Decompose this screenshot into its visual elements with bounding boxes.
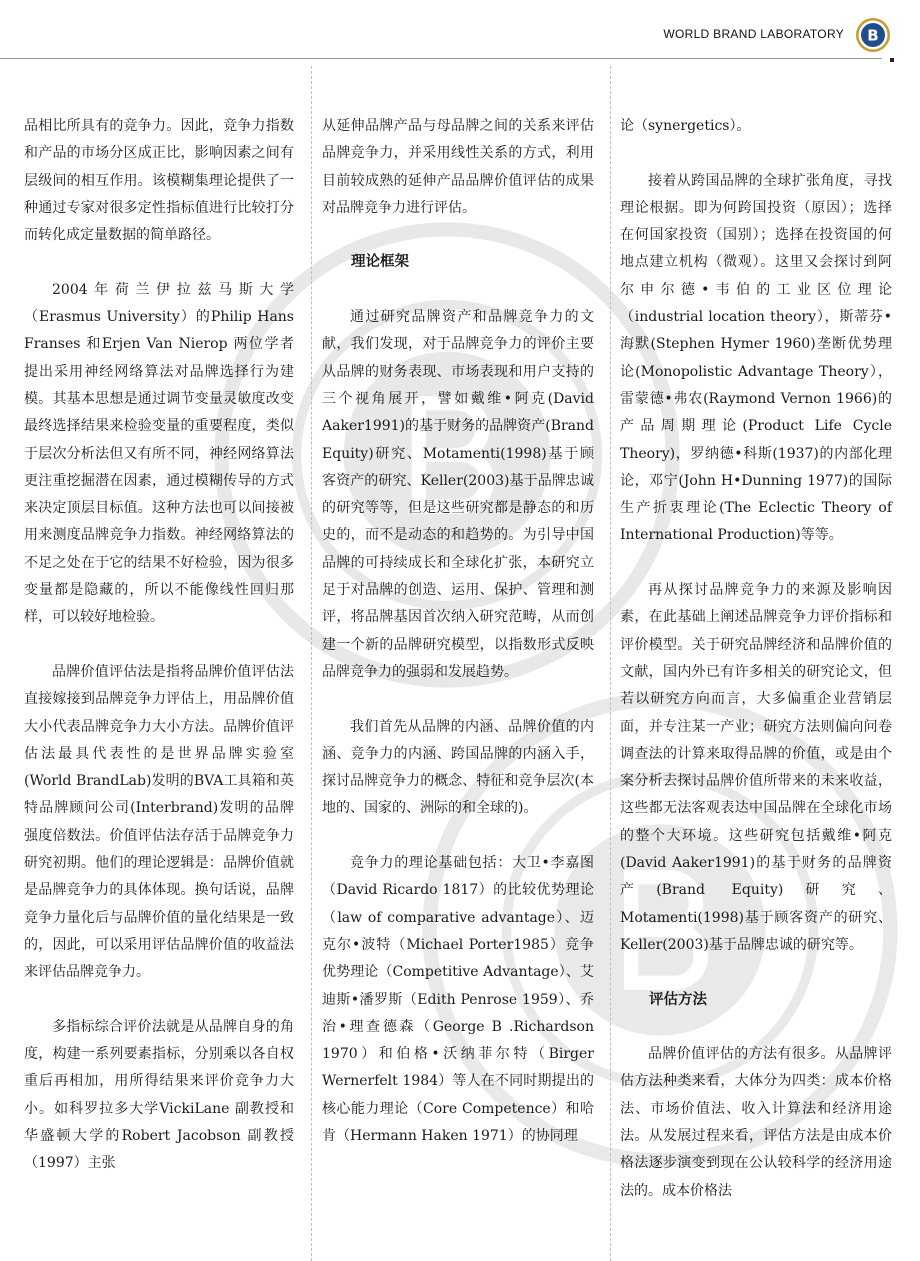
paragraph: 品牌价值评估法是指将品牌价值评估法直接嫁接到品牌竞争力评估上，用品牌价值大小代表品牌竞争力大小方法。品牌价值评估法最具代表性的是世界品牌实验室(World BrandLab)发明的BVA工具箱和英特品牌顾问公司(Interbrand)发明的品牌强度倍数法。价值评估法存活于品牌竞争力研究初期。他们的理论逻辑是：品牌价值就是品牌竞争力的具体体现。换句话说，品牌竞争力量化后与品牌价值的量化结果是一致的，因此，可以采用评估品牌价值的收益法来评估品牌竞争力。 [24,663,294,981]
paragraph: 2004年荷兰伊拉兹马斯大学（Erasmus University）的Philip Hans Franses 和Erjen Van Nierop 两位学者提出采用神经网络算法对品牌选择行为建模。其基本思想是通过调节变量灵敏度改变最终选择结果来检验变量的重要程度，类似于层次分析法但又有所不同，神经网络算法更注重挖掘潜在因素，通过模糊传导的方式来决定顶层目标值。这种方法也可以间接被用来测度品牌竞争力指数。神经网络算法的不足之处在于它的结果不好检验，因为很多变量都是隐藏的，所以不能像线性回归那样，可以较好地检验。 [24,281,294,626]
paragraph: 从延伸品牌产品与母品牌之间的关系来评估品牌竞争力，并采用线性关系的方式，利用目前较成熟的延伸产品品牌价值评估的成果对品牌竞争力进行评估。 [322,118,594,216]
logo-letter: B [867,26,879,45]
paragraph: 多指标综合评价法就是从品牌自身的角度，构建一系列要素指标，分别乘以各自权重后再相加，用所得结果来评价竞争力大小。如科罗拉多大学VickiLane 副教授和华盛顿大学的Robert Jacobson 副教授（1997）主张 [24,1018,294,1172]
page-header [0,0,920,62]
paragraph: 再从探讨品牌竞争力的来源及影响因素，在此基础上阐述品牌竞争力评价指标和评价模型。关于研究品牌经济和品牌价值的文献，国内外已有许多相关的研究论文，但若以研究方向而言，大多偏重企业营销层面，并专注某一产业；研究方法则偏向问卷调查法的计算来取得品牌的价值，或是由个案分析去探讨品牌价值所带来的未来收益，这些都无法客观表达中国品牌在全球化市场的整个大环境。这些研究包括戴维•阿克(David Aaker1991)的基于财务的品牌资产(Brand Equity)研究、Motamenti(1998)基于顾客资产的研究、Keller(2003)基于品牌忠诚的研究等。 [620,582,892,953]
section-heading: 评估方法 [649,991,707,1008]
text-column-3 [620,113,892,1205]
paragraph: 我们首先从品牌的内涵、品牌价值的内涵、竞争力的内涵、跨国品牌的内涵入手，探讨品牌竞争力的概念、特征和竞争层次(本地的、国家的、洲际的和全球的)。 [322,718,594,817]
text-column-2 [322,113,594,1150]
header-divider-end [890,58,894,62]
world-brand-lab-logo-icon [855,17,891,53]
paragraph: 竞争力的理论基础包括：大卫•李嘉图（David Ricardo 1817）的比较优势理论（law of comparative advantage）、迈克尔•波特（Michael Porter1985）竞争优势理论（Competitive Advantage）、艾迪斯•潘罗斯（Edith Penrose 1959）、乔治•理查德森（George B .Richardson 1970）和伯格•沃纳菲尔特（Birger Wernerfelt 1984）等人在不同时期提出的核心能力理论（Core Competence）和哈肯（Hermann Haken 1971）的协同理 [322,855,594,1144]
section-heading: 理论框架 [351,254,409,271]
paragraph: 论（synergetics）。 [620,118,751,134]
paragraph: 品牌价值评估的方法有很多。从品牌评估方法种类来看，大体分为四类：成本价格法、市场价值法、收入计算法和经济用途法。从发展过程来看，评估方法是由成本价格法逐步演变到现在公认较科学的经济用途法的。成本价格法 [620,1046,892,1199]
header-divider [0,58,882,59]
column-divider [311,66,312,1261]
paragraph: 接着从跨国品牌的全球扩张角度，寻找理论根据。即为何跨国投资（原因）；选择在何国家投资（国别）；选择在投资国的何地点建立机构（微观）。这里又会探讨到阿尔申尔德•韦伯的工业区位理论（industrial location theory），斯蒂芬•海默(Stephen Hymer 1960)垄断优势理论(Monopolistic Advantage Theory），雷蒙德•弗农(Raymond Vernon 1966)的产品周期理论(Product Life Cycle Theory)，罗纳德•科斯(1937)的内部化理论，邓宁(John H•Dunning 1977)的国际生产折衷理论(The Eclectic Theory of International Production)等等。 [620,172,892,544]
paragraph: 品相比所具有的竞争力。因此，竞争力指数和产品的市场分区成正比，影响因素之间有层级间的相互作用。该模糊集理论提供了一种通过专家对很多定性指标值进行比较打分而转化成定量数据的简单路径。 [24,118,294,244]
column-divider [610,66,611,1261]
text-column-1 [24,113,294,1178]
header-brand-text: WORLD BRAND LABORATORY [663,27,844,41]
paragraph: 通过研究品牌资产和品牌竞争力的文献，我们发现，对于品牌竞争力的评价主要从品牌的财务表现、市场表现和用户支持的三个视角展开，譬如戴维•阿克(David Aaker1991)的基于财务的品牌资产(Brand Equity)研究、Motamenti(1998)基于顾客资产的研究、Keller(2003)基于品牌忠诚的研究等等，但是这些研究都是静态的和历史的，而不是动态的和趋势的。为引导中国品牌的可持续成长和全球化扩张，本研究立足于对品牌的创造、运用、保护、管理和测评，将品牌基因首次纳入研究范畴，从而创建一个新的品牌研究模型，以指数形式反映品牌竞争力的强弱和发展趋势。 [322,309,594,680]
